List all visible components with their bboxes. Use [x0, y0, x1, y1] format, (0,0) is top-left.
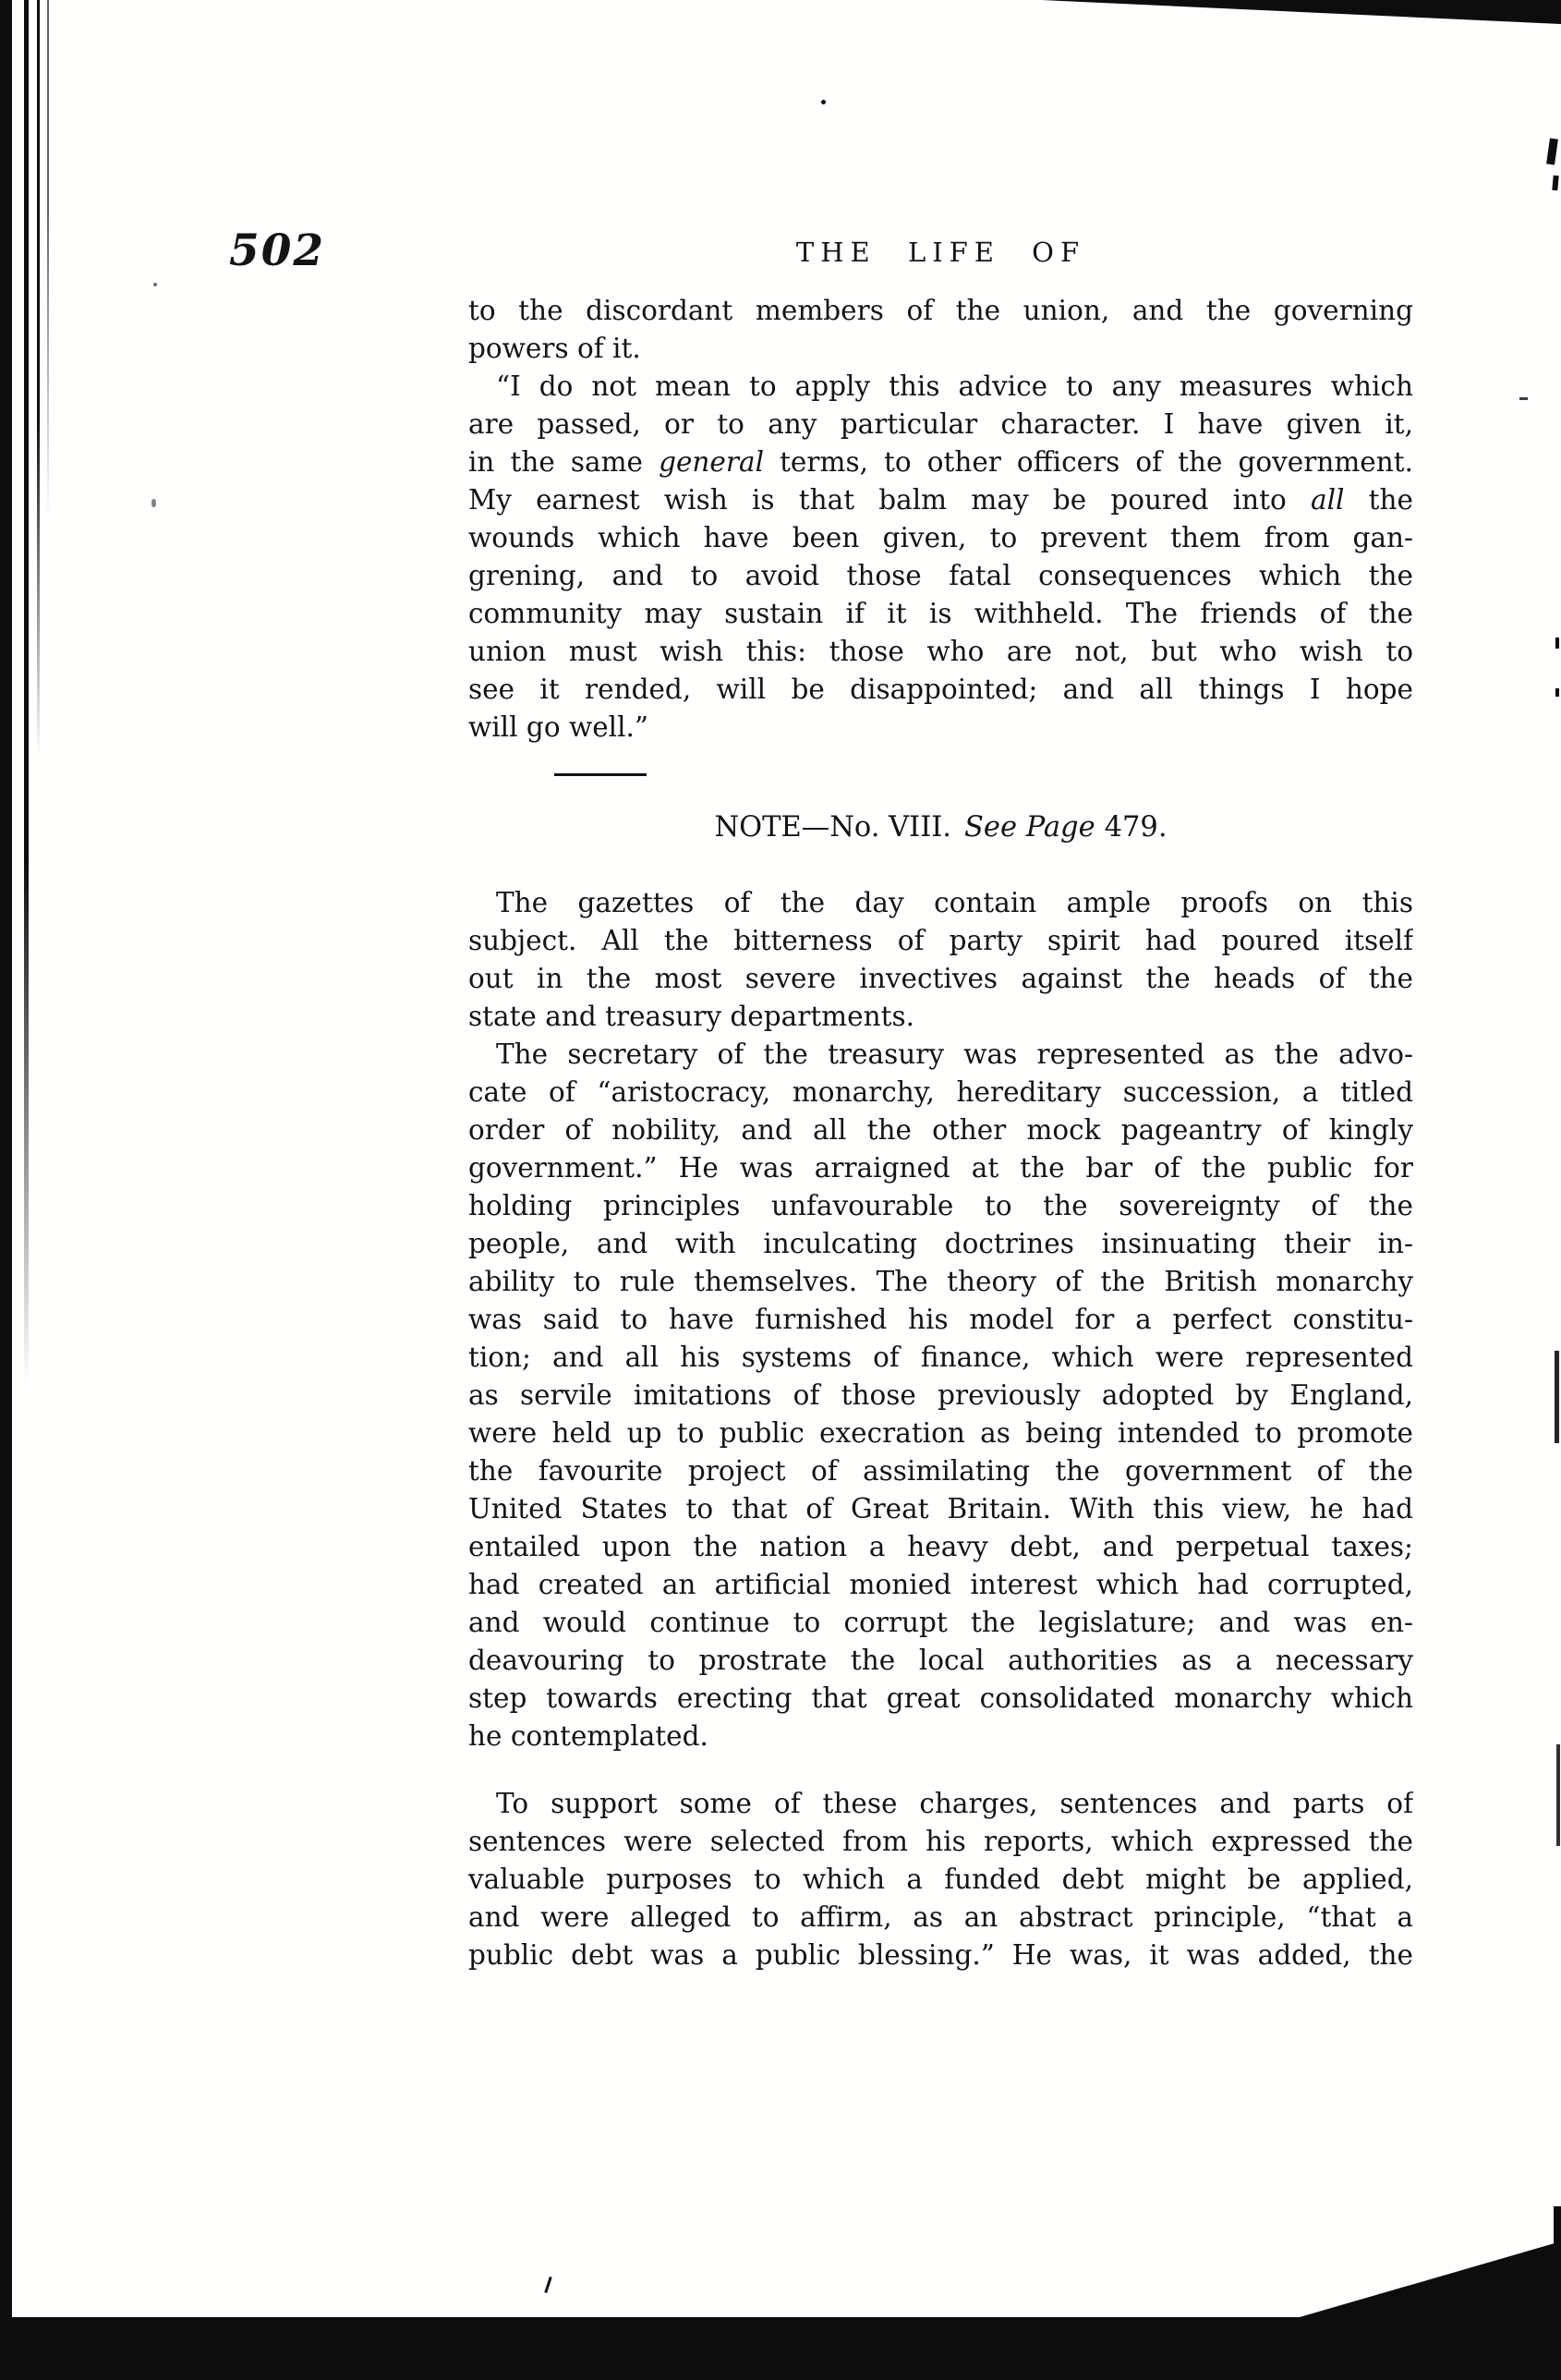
scan-artifact-margin-dot	[821, 100, 826, 104]
note-section-heading	[468, 810, 1413, 845]
text-line: powers of it.	[468, 333, 641, 364]
text-line: entailed upon the nation a heavy debt, and perpetual taxes;	[468, 1531, 1413, 1562]
scan-artifact-page-edge-line	[37, 0, 40, 758]
text-line: as servile imitations of those previously adopted by England,	[468, 1379, 1413, 1411]
text-line: sentences were selected from his reports, which expressed the	[468, 1826, 1413, 1857]
text-line: will go well.”	[468, 711, 648, 743]
text-line: he contemplated.	[468, 1720, 708, 1752]
page-number: 502	[229, 225, 326, 276]
text-line: were held up to public execration as being intended to promote	[468, 1417, 1413, 1449]
text-line: cate of “aristocracy, monarchy, hereditary succession, a titled	[468, 1076, 1413, 1108]
text-line: step towards erecting that great consolidated monarchy which	[468, 1682, 1413, 1714]
text-line: tion; and all his systems of finance, which were represented	[468, 1342, 1413, 1373]
text-line: to the discordant members of the union, and the governing	[468, 295, 1413, 326]
text-line: community may sustain if it is withheld. The friends of the	[468, 598, 1413, 629]
paragraph-group-bottom	[468, 884, 1413, 1974]
scan-artifact-margin-dot	[153, 283, 157, 286]
text-line: wounds which have been given, to prevent them from gan-	[468, 522, 1413, 553]
text-line: valuable purposes to which a funded debt might be applied,	[468, 1864, 1413, 1895]
paragraph-gazettes	[468, 884, 1413, 1036]
text-line: and were alleged to affirm, as an abstract principle, “that a	[468, 1901, 1413, 1933]
note-heading-see-page: See Page	[964, 811, 1095, 844]
text-line: “I do not mean to apply this advice to any measures which	[496, 370, 1413, 402]
scan-artifact-top-right-wedge	[1042, 0, 1561, 24]
scan-artifact-edge-mark	[1555, 638, 1559, 649]
text-line: order of nobility, and all the other mock pageantry of kingly	[468, 1114, 1413, 1146]
text-line: The secretary of the treasury was represented as the advo-	[496, 1038, 1413, 1070]
scan-artifact-edge-mark	[1556, 1744, 1560, 1846]
scan-artifact-margin-mark	[151, 499, 156, 507]
text-line: holding principles unfavourable to the sovereignty of the	[468, 1190, 1413, 1221]
text-line: union must wish this: those who are not, but who wish to	[468, 636, 1413, 667]
note-heading-page-ref: 479.	[1104, 811, 1168, 844]
text-line: deavouring to prostrate the local authorities as a necessary	[468, 1645, 1413, 1676]
text-line: was said to have furnished his model for a perfect constitu-	[468, 1304, 1413, 1335]
body-text-column	[468, 292, 1413, 1974]
paragraph-washington-quote	[468, 368, 1413, 747]
scan-artifact-page-edge-line	[24, 0, 29, 1386]
scan-artifact-left-binding-bar	[0, 0, 12, 2380]
paragraph-secretary-charges	[468, 1036, 1413, 1755]
section-divider-rule	[554, 773, 647, 776]
text-line: government.” He was arraigned at the bar of the public for	[468, 1152, 1413, 1184]
scan-artifact-edge-mark	[1552, 176, 1558, 190]
paragraph-group-top	[468, 292, 1413, 747]
text-line: subject. All the bitterness of party spirit had poured itself	[468, 925, 1413, 956]
text-line: state and treasury departments.	[468, 1001, 914, 1032]
text-line: see it rended, will be disappointed; and all things I hope	[468, 674, 1413, 705]
scan-artifact-margin-mark	[544, 2277, 551, 2293]
text-line: in the same general terms, to other officers of the government.	[468, 446, 1413, 478]
scan-artifact-bottom-bar	[0, 2317, 1561, 2380]
text-line: people, and with inculcating doctrines insinuating their in-	[468, 1228, 1413, 1259]
scan-artifact-edge-mark	[1555, 688, 1559, 697]
text-line: The gazettes of the day contain ample proofs on this	[496, 887, 1413, 918]
scan-artifact-right-edge-strip	[1554, 2206, 1561, 2336]
text-line: grening, and to avoid those fatal consequences which the	[468, 560, 1413, 591]
text-line: had created an artificial monied interest which had corrupted,	[468, 1569, 1413, 1600]
scan-artifact-edge-mark	[1546, 139, 1558, 165]
scan-artifact-page-edge-line	[47, 0, 49, 517]
scan-artifact-margin-mark	[1519, 397, 1528, 400]
text-line: To support some of these charges, sentences and parts of	[496, 1788, 1413, 1819]
text-line: and would continue to corrupt the legislature; and was en-	[468, 1607, 1413, 1638]
text-line: out in the most severe invectives against the heads of the	[468, 963, 1413, 994]
text-line: public debt was a public blessing.” He was, it was added, the	[468, 1939, 1413, 1971]
note-heading-prefix: NOTE—No. VIII.	[714, 811, 952, 844]
scan-artifact-bottom-right-wedge	[1293, 2241, 1561, 2319]
scan-artifact-edge-mark	[1555, 1351, 1559, 1443]
paragraph-funded-debt	[468, 1785, 1413, 1974]
text-line: the favourite project of assimilating the government of the	[468, 1455, 1413, 1487]
running-header-title: THE LIFE OF	[795, 237, 1086, 268]
text-line: My earnest wish is that balm may be poured into all the	[468, 484, 1413, 516]
paragraph-union-continuation	[468, 292, 1413, 368]
text-line: United States to that of Great Britain. With this view, he had	[468, 1493, 1413, 1524]
text-line: ability to rule themselves. The theory of the British monarchy	[468, 1266, 1413, 1297]
text-line: are passed, or to any particular character. I have given it,	[468, 408, 1413, 440]
